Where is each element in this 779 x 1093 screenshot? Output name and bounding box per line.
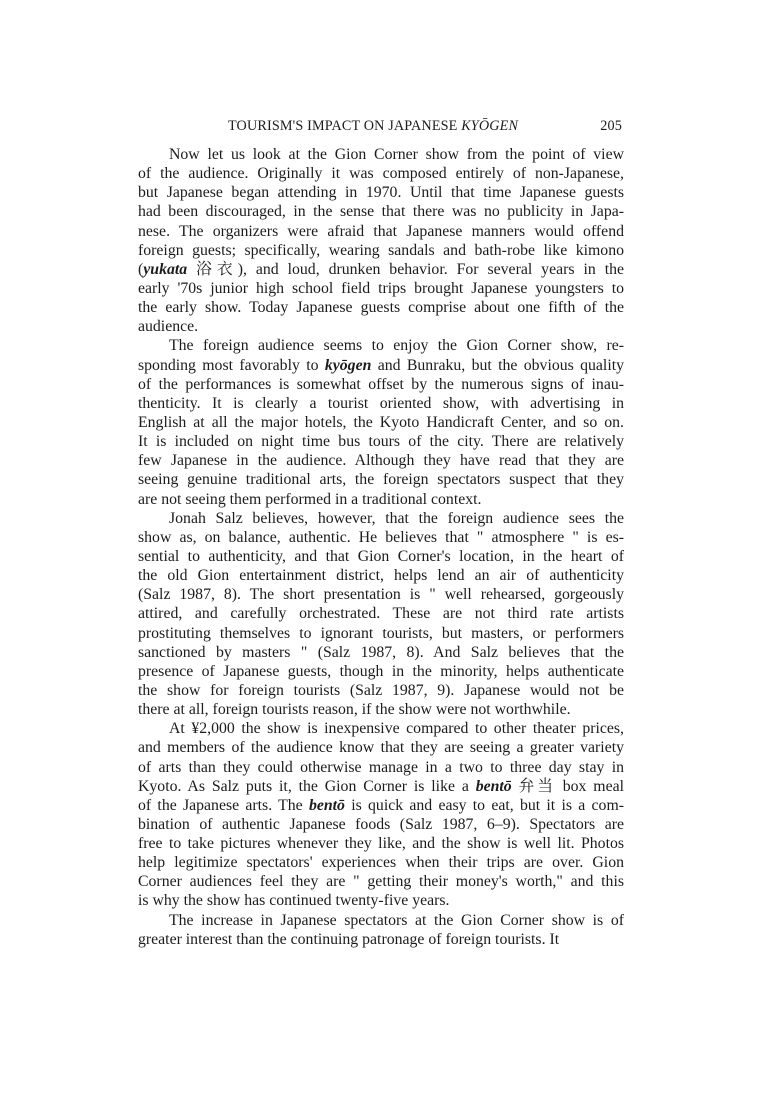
text-line: and members of the audience know that they are seeing a greater variety [138,739,624,757]
text-line: had been discouraged, in the sense that there was no publicity in Japa- [138,203,624,221]
text-line: of the audience. Originally it was composed entirely of non-Japanese, [138,165,624,183]
body-text [138,145,624,949]
text-line: presence of Japanese guests, though in the minority, helps authenticate [138,662,624,680]
text-line: attired, and carefully orchestrated. These are not third rate artists [138,605,624,623]
running-header [138,118,622,138]
text-line: nese. The organizers were afraid that Japanese manners would offend [138,222,624,240]
text-line: of the Japanese arts. The bentō is quick and easy to eat, but it is a com- [138,796,625,814]
text-line: sponding most favorably to kyōgen and Bunraku, but the obvious quality [138,356,624,374]
text-line: sanctioned by masters " (Salz 1987, 8). And Salz believes that the [138,643,624,661]
paragraph [138,911,624,949]
text-line: At ¥2,000 the show is inexpensive compared to other theater prices, [169,720,624,738]
paragraph [138,336,624,508]
text-line: Corner audiences feel they are " getting their money's worth," and this [138,873,624,891]
paragraph [138,509,624,720]
text-line: Kyoto. As Salz puts it, the Gion Corner is like a bentō 弁当 box meal [138,777,624,795]
text-line: sential to authenticity, and that Gion Corner's location, in the heart of [138,547,624,565]
text-line: audience. [138,318,199,336]
text-line: few Japanese in the audience. Although they have read that they are [138,452,624,470]
text-line: the show for foreign tourists (Salz 1987, 9). Japanese would not be [138,681,624,699]
text-line: early '70s junior high school field trips brought Japanese youngsters to [138,279,624,297]
text-line: free to take pictures whenever they like, and the show is well lit. Photos [138,835,624,853]
text-line: foreign guests; specifically, wearing sandals and bath-robe like kimono [138,241,624,259]
text-line: It is included on night time bus tours of the city. There are relatively [138,433,624,451]
emphasis-term: yukata [143,260,188,278]
running-title: TOURISM'S IMPACT ON JAPANESE KYŌGEN [228,118,519,134]
text-line: greater interest than the continuing patronage of foreign tourists. It [138,930,560,948]
text-line: (Salz 1987, 8). The short presentation is " well rehearsed, gorgeously [138,586,624,604]
text-line: there at all, foreign tourists reason, if the show were not worthwhile. [138,701,571,719]
text-line: bination of authentic Japanese foods (Salz 1987, 6–9). Spectators are [138,815,624,833]
text-line: Jonah Salz believes, however, that the foreign audience sees the [169,509,624,527]
text-line: show as, on balance, authentic. He believes that " atmosphere " is es- [138,528,624,546]
emphasis-term: kyōgen [324,356,372,374]
text-line: The increase in Japanese spectators at the Gion Corner show is of [169,911,624,929]
text-line: are not seeing them performed in a traditional context. [138,490,482,508]
text-line: of the performances is somewhat offset by the numerous signs of inau- [138,375,624,393]
emphasis-term: bentō [308,796,345,814]
emphasis-term: bentō [475,777,512,795]
text-line: seeing genuine traditional arts, the foreign spectators suspect that they [138,471,624,489]
text-line: The foreign audience seems to enjoy the Gion Corner show, re- [169,337,624,355]
text-line: prostituting themselves to ignorant tourists, but masters, or performers [138,624,624,642]
text-line: English at all the major hotels, the Kyoto Handicraft Center, and so on. [138,413,624,431]
page-number: 205 [600,118,622,134]
text-line: the old Gion entertainment district, helps lend an air of authenticity [138,567,624,585]
text-line: the early show. Today Japanese guests comprise about one fifth of the [138,299,624,317]
paragraph [138,145,624,336]
text-line: thenticity. It is clearly a tourist oriented show, with advertising in [138,394,624,412]
text-line: Now let us look at the Gion Corner show from the point of view [169,146,624,163]
text-line: but Japanese began attending in 1970. Until that time Japanese guests [138,184,624,202]
text-line: is why the show has continued twenty-five years. [138,892,450,910]
text-line: of arts than they could otherwise manage in a two to three day stay in [138,758,624,776]
paragraph [138,719,624,910]
text-line: help legitimize spectators' experiences when their trips are over. Gion [138,854,624,872]
text-line: (yukata 浴衣), and loud, drunken behavior. For several years in the [138,260,624,278]
